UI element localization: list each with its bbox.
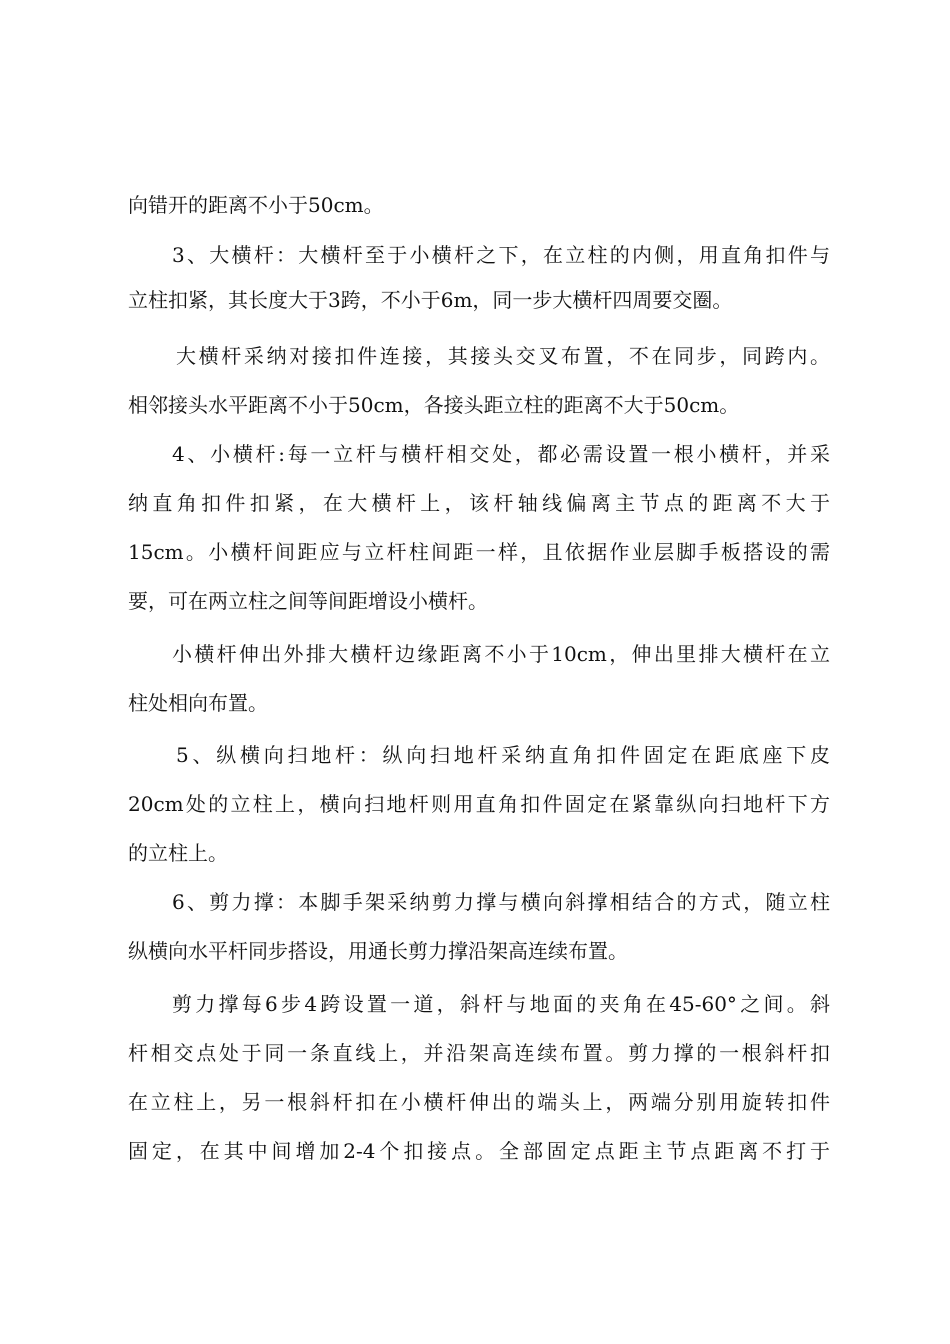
text-line: 15cm。小横杆间距应与立杆柱间距一样，且依据作业层脚手板搭设的需: [128, 540, 830, 564]
text-line: 5、纵横向扫地杆：纵向扫地杆采纳直角扣件固定在距底座下皮: [176, 743, 830, 767]
text-line: 相邻接头水平距离不小于50cm，各接头距立柱的距离不大于50cm。: [128, 393, 740, 417]
text-line: 向错开的距离不小于50cm。: [128, 193, 384, 217]
text-line: 3、大横杆：大横杆至于小横杆之下，在立柱的内侧，用直角扣件与: [172, 243, 830, 267]
text-line: 大横杆采纳对接扣件连接，其接头交叉布置，不在同步，同跨内。: [176, 344, 830, 368]
text-line: 20cm处的立柱上，横向扫地杆则用直角扣件固定在紧靠纵向扫地杆下方: [128, 792, 830, 816]
text-line: 在立柱上，另一根斜杆扣在小横杆伸出的端头上，两端分别用旋转扣件: [128, 1090, 830, 1114]
text-line: 剪力撑每6步4跨设置一道，斜杆与地面的夹角在45-60°之间。斜: [172, 992, 830, 1016]
text-line: 柱处相向布置。: [128, 691, 268, 715]
text-line: 杆相交点处于同一条直线上，并沿架高连续布置。剪力撑的一根斜杆扣: [128, 1041, 830, 1065]
text-line: 的立柱上。: [128, 841, 228, 865]
text-line: 6、剪力撑：本脚手架采纳剪力撑与横向斜撑相结合的方式，随立柱: [172, 890, 830, 914]
text-line: 要，可在两立柱之间等间距增设小横杆。: [128, 589, 488, 613]
text-line: 固定，在其中间增加2-4个扣接点。全部固定点距主节点距离不打于: [128, 1139, 830, 1163]
text-line: 纳直角扣件扣紧，在大横杆上，该杆轴线偏离主节点的距离不大于: [128, 491, 830, 515]
text-line: 纵横向水平杆同步搭设，用通长剪力撑沿架高连续布置。: [128, 939, 628, 963]
text-line: 立柱扣紧，其长度大于3跨，不小于6m，同一步大横杆四周要交圈。: [128, 288, 733, 312]
text-line: 4、小横杆:每一立杆与横杆相交处，都必需设置一根小横杆，并采: [172, 442, 830, 466]
text-line: 小横杆伸出外排大横杆边缘距离不小于10cm，伸出里排大横杆在立: [172, 642, 830, 666]
